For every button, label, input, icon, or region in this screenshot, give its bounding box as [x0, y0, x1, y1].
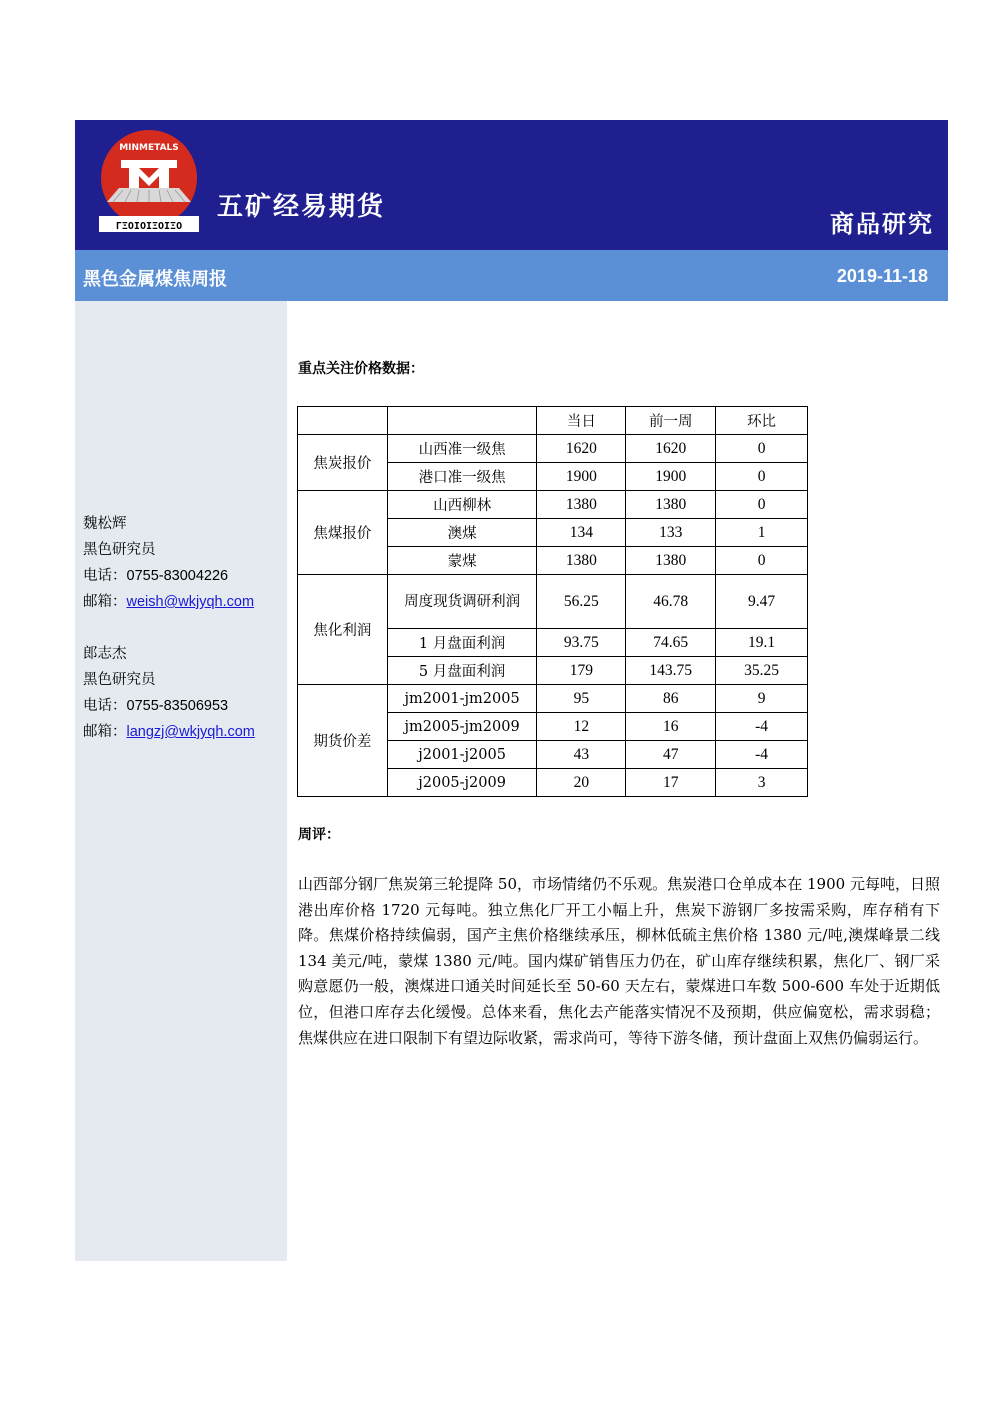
analyst-card — [83, 641, 255, 745]
analyst-card — [83, 511, 254, 615]
table-row — [298, 685, 808, 713]
prev-week-cell: 1380 — [626, 547, 716, 575]
today-cell: 1620 — [537, 435, 626, 463]
change-cell: 3 — [716, 769, 808, 797]
analyst-name: 魏松辉 — [83, 516, 127, 532]
analyst-role: 黑色研究员 — [83, 672, 156, 688]
table-row — [298, 491, 808, 519]
weekly-comment-body: 山西部分钢厂焦炭第三轮提降 50，市场情绪仍不乐观。焦炭港口仓单成本在 1900 元每吨，日照港出库价格 1720 元每吨。独立焦化厂开工小幅上升，焦炭下游钢厂多按需采购，库存稍有下降。焦煤价格持续偏弱，国产主焦价格继续承压，柳林低硫主焦价格 1380 元/吨,澳煤峰景二线 134 美元/吨，蒙煤 1380 元/吨。国内煤矿销售压力仍在，矿山库存继续积累，焦化厂、钢厂采购意愿仍一般，澳煤进口通关时间延长至 50-60 天左右，蒙煤进口车数 500-600 车处于近期低位，但港口库存去化缓慢。总体来看，焦化去产能落实情况不及预期，供应偏宽松，需求弱稳；焦煤供应在进口限制下有望边际收紧，需求尚可，等待下游冬储，预计盘面上双焦仍偏弱运行。 — [298, 875, 940, 1047]
change-cell: 0 — [716, 435, 808, 463]
email-link[interactable]: langzj@wkjyqh.com — [126, 724, 255, 740]
minmetals-logo-icon — [99, 130, 199, 235]
analyst-sidebar — [75, 301, 287, 1261]
header-cell — [298, 407, 388, 435]
change-cell: 19.1 — [716, 629, 808, 657]
prev-week-cell: 1380 — [626, 491, 716, 519]
prev-week-cell: 1620 — [626, 435, 716, 463]
today-cell: 93.75 — [537, 629, 626, 657]
table-row — [298, 575, 808, 629]
report-category: 商品研究 — [830, 210, 934, 238]
header-cell: 当日 — [537, 407, 626, 435]
item-cell: 山西准一级焦 — [387, 435, 537, 463]
logo-bottom-text: ΓΞΟΙΟΙΞΟΙΞΟ — [115, 221, 183, 232]
item-cell: jm2001-jm2005 — [387, 685, 537, 713]
prev-week-cell: 143.75 — [626, 657, 716, 685]
item-cell: 澳煤 — [387, 519, 537, 547]
item-cell: 周度现货调研利润 — [387, 575, 537, 629]
item-cell: jm2005-jm2009 — [387, 713, 537, 741]
item-cell: 蒙煤 — [387, 547, 537, 575]
price-table — [297, 406, 808, 797]
change-cell: 1 — [716, 519, 808, 547]
change-cell: -4 — [716, 741, 808, 769]
analyst-name: 郎志杰 — [83, 646, 127, 662]
category-cell: 焦化利润 — [298, 575, 388, 685]
prev-week-cell: 1900 — [626, 463, 716, 491]
analyst-phone: 电话：0755-83004226 — [83, 568, 229, 584]
change-cell: 35.25 — [716, 657, 808, 685]
table-header-row — [298, 407, 808, 435]
today-cell: 95 — [537, 685, 626, 713]
category-cell: 焦炭报价 — [298, 435, 388, 491]
change-cell: -4 — [716, 713, 808, 741]
report-date: 2019-11-18 — [836, 266, 928, 286]
change-cell: 9 — [716, 685, 808, 713]
report-title: 黑色金属煤焦周报 — [83, 269, 227, 290]
item-cell: 山西柳林 — [387, 491, 537, 519]
item-cell: 5 月盘面利润 — [387, 657, 537, 685]
today-cell: 134 — [537, 519, 626, 547]
table-row — [298, 435, 808, 463]
item-cell: j2001-j2005 — [387, 741, 537, 769]
prev-week-cell: 16 — [626, 713, 716, 741]
prev-week-cell: 74.65 — [626, 629, 716, 657]
item-cell: j2005-j2009 — [387, 769, 537, 797]
analyst-role: 黑色研究员 — [83, 542, 156, 558]
category-cell: 焦煤报价 — [298, 491, 388, 575]
today-cell: 1900 — [537, 463, 626, 491]
prev-week-cell: 17 — [626, 769, 716, 797]
today-cell: 56.25 — [537, 575, 626, 629]
prev-week-cell: 47 — [626, 741, 716, 769]
today-cell: 12 — [537, 713, 626, 741]
header-cell: 环比 — [716, 407, 808, 435]
today-cell: 20 — [537, 769, 626, 797]
item-cell: 港口准一级焦 — [387, 463, 537, 491]
change-cell: 0 — [716, 463, 808, 491]
today-cell: 1380 — [537, 547, 626, 575]
analyst-email: 邮箱：weish@wkjyqh.com — [83, 594, 255, 610]
change-cell: 9.47 — [716, 575, 808, 629]
today-cell: 179 — [537, 657, 626, 685]
report-title-bar — [75, 250, 948, 301]
header-banner — [75, 120, 948, 250]
change-cell: 0 — [716, 491, 808, 519]
company-name: 五矿经易期货 — [217, 192, 386, 222]
category-cell: 期货价差 — [298, 685, 388, 797]
price-section-heading: 重点关注价格数据： — [298, 361, 424, 377]
today-cell: 43 — [537, 741, 626, 769]
prev-week-cell: 133 — [626, 519, 716, 547]
header-cell: 前一周 — [626, 407, 716, 435]
logo-top-text: MINMETALS — [119, 143, 179, 153]
change-cell: 0 — [716, 547, 808, 575]
analyst-email: 邮箱：langzj@wkjyqh.com — [83, 724, 255, 740]
item-cell: 1 月盘面利润 — [387, 629, 537, 657]
prev-week-cell: 46.78 — [626, 575, 716, 629]
weekly-comment-heading: 周评： — [298, 827, 340, 843]
today-cell: 1380 — [537, 491, 626, 519]
email-link[interactable]: weish@wkjyqh.com — [126, 594, 255, 610]
analyst-phone: 电话：0755-83506953 — [83, 698, 229, 714]
prev-week-cell: 86 — [626, 685, 716, 713]
header-cell — [387, 407, 537, 435]
